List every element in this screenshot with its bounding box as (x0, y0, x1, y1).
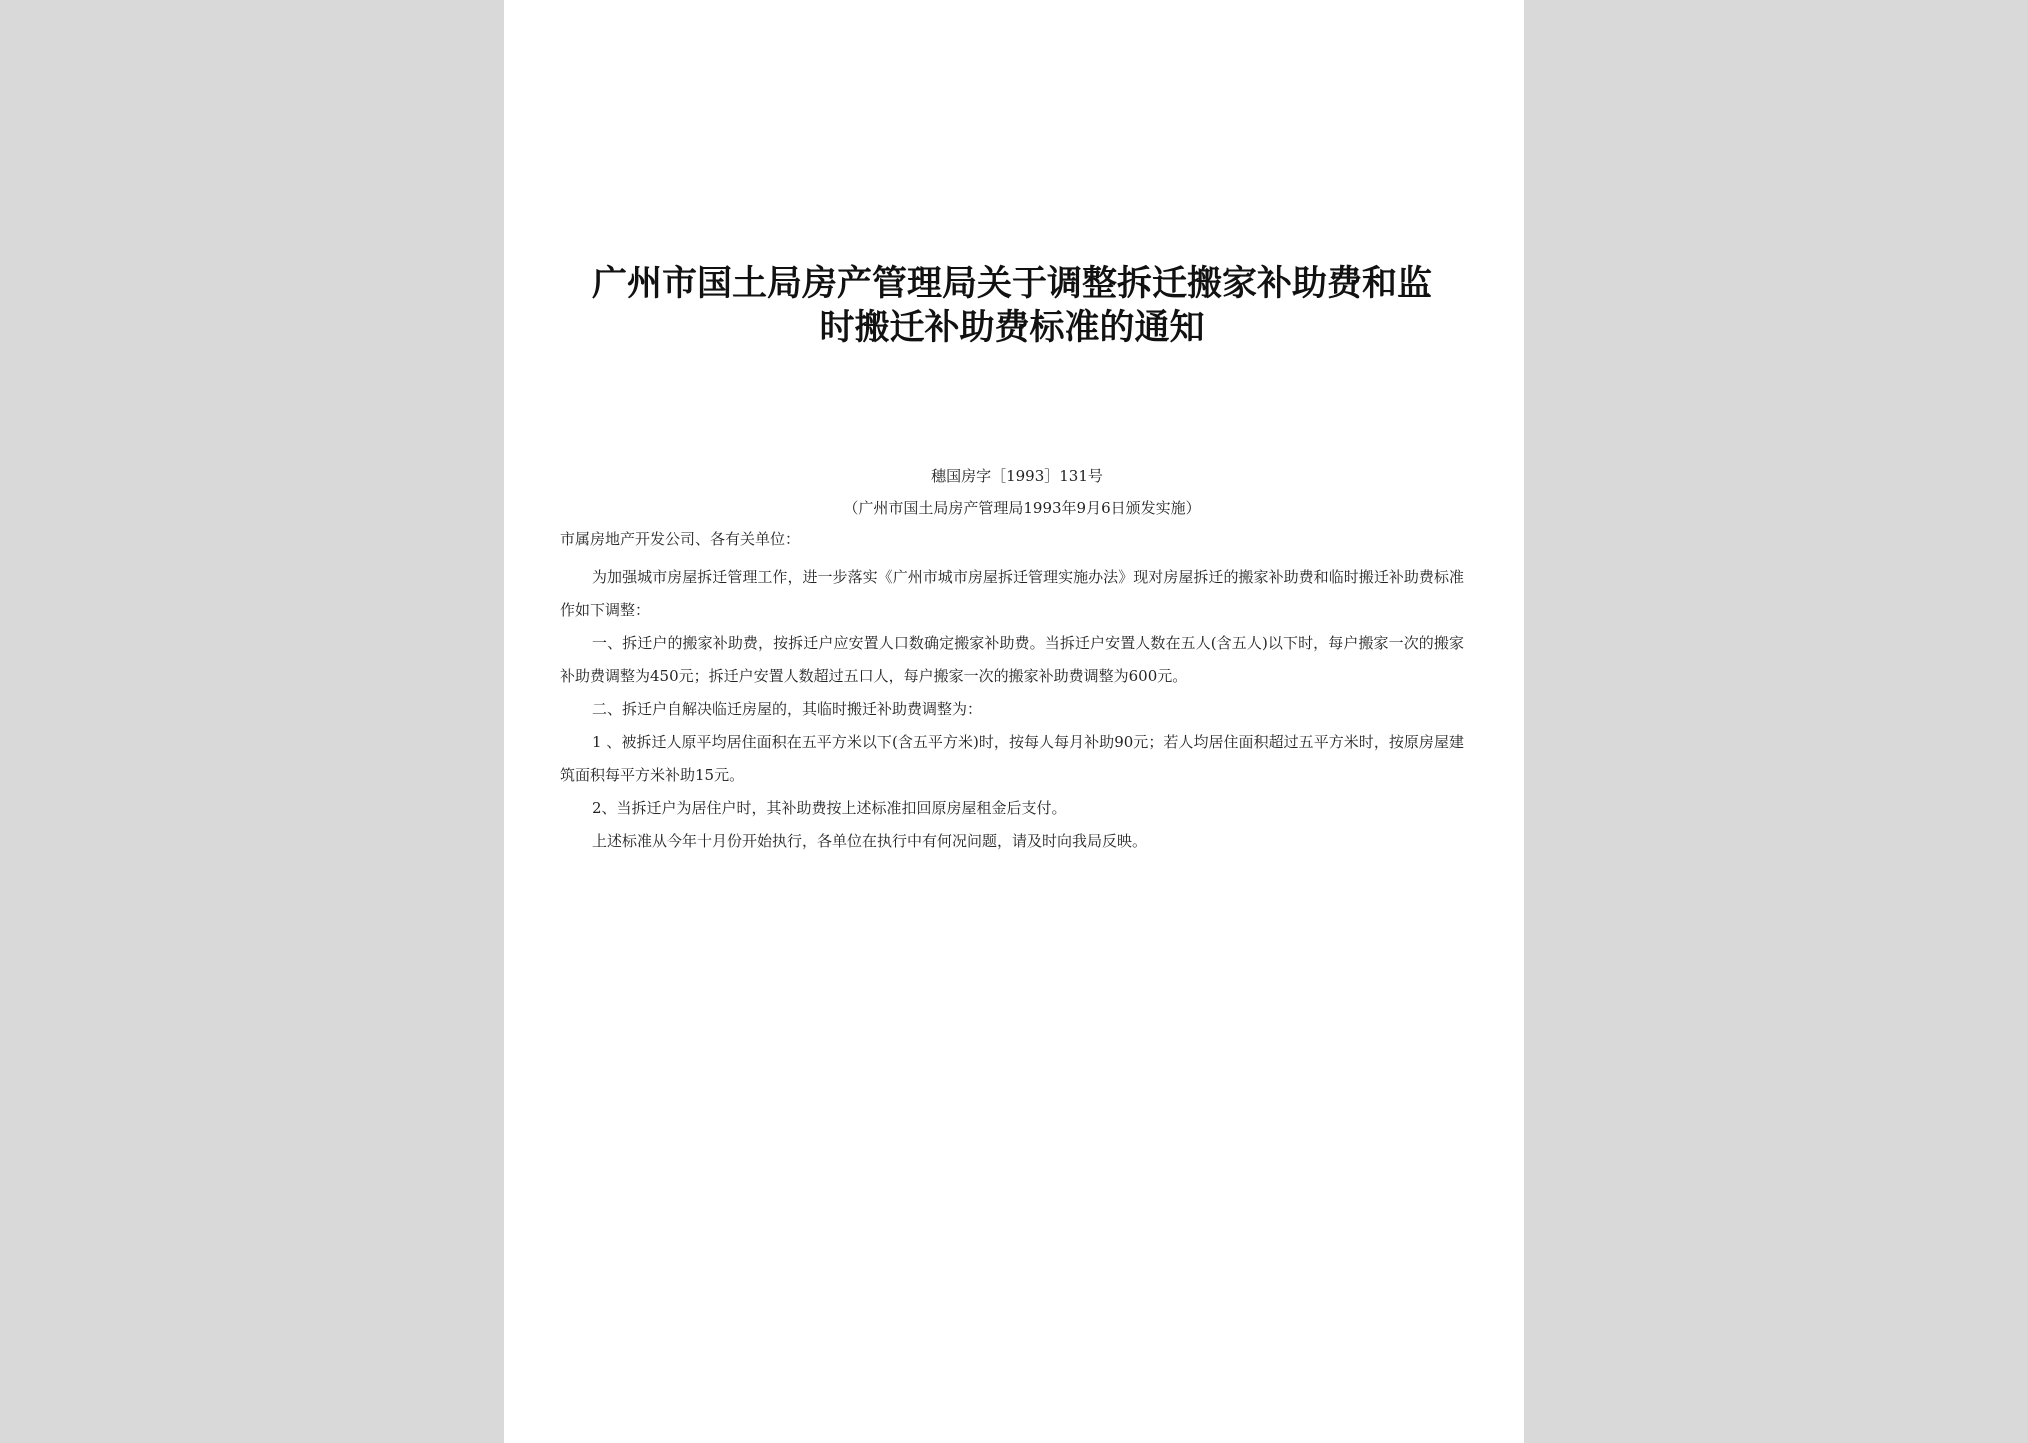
paragraph-intro: 为加强城市房屋拆迁管理工作，进一步落实《广州市城市房屋拆迁管理实施办法》现对房屋拆迁的搬家补助费和临时搬迁补助费标准作如下调整： (560, 568, 1464, 619)
issuer-line: （广州市国土局房产管理局1993年9月6日颁发实施） (843, 499, 1201, 517)
title-line-1: 广州市国土局房产管理局关于调整拆迁搬家补助费和监 (591, 264, 1432, 304)
addressee: 市属房地产开发公司、各有关单位： (560, 530, 801, 548)
document-title (560, 262, 1464, 350)
paragraph-subitem-2: 2、当拆迁户为居住户时，其补助费按上述标准扣回原房屋租金后支付。 (592, 799, 1067, 817)
paragraph-closing: 上述标准从今年十月份开始执行，各单位在执行中有何况问题，请及时向我局反映。 (592, 832, 1148, 850)
paragraph-item-1: 一、拆迁户的搬家补助费，按拆迁户应安置人口数确定搬家补助费。当拆迁户安置人数在五人(含五人)以下时，每户搬家一次的搬家补助费调整为450元；拆迁户安置人数超过五口人，每户搬家一次的搬家补助费调整为600元。 (560, 634, 1464, 685)
document-number: 穗国房字［1993］131号 (931, 467, 1103, 485)
paragraph-subitem-1: 1 、被拆迁人原平均居住面积在五平方米以下(含五平方米)时，按每人每月补助90元；若人均居住面积超过五平方米时，按原房屋建筑面积每平方米补助15元。 (560, 733, 1464, 784)
paragraph-item-2: 二、拆迁户自解决临迁房屋的，其临时搬迁补助费调整为： (592, 700, 983, 718)
document-page (504, 0, 1524, 1443)
title-line-2: 时搬迁补助费标准的通知 (819, 308, 1205, 348)
document-body (560, 528, 1464, 858)
